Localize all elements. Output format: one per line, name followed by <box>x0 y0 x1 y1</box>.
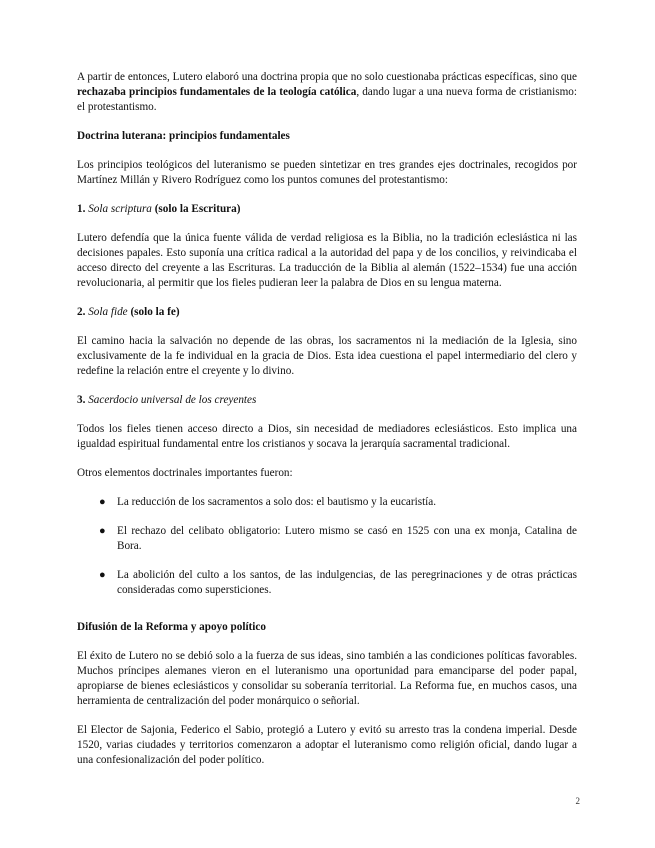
principle-2-paragraph: El camino hacia la salvación no depende de las obras, los sacramentos ni la mediación de la Iglesia, sino exclusivamente de la fe individual en la gracia de Dios. Esta idea cuestiona el papel intermediario del clero y redefine la relación entre el creyente y lo divino. <box>77 335 577 377</box>
list-item <box>77 524 577 554</box>
list-item-text: La abolición del culto a los santos, de las indulgencias, de las peregrinaciones y de otras prácticas consideradas como supersticiones. <box>117 569 577 596</box>
intro-bold-text: rechazaba principios fundamentales de la teología católica <box>77 86 357 98</box>
page-number: 2 <box>575 796 580 806</box>
principle-3-term: Sacerdocio universal de los creyentes <box>88 394 257 406</box>
otros-paragraph: Otros elementos doctrinales importantes fueron: <box>77 467 293 479</box>
difusion-heading: Difusión de la Reforma y apoyo político <box>77 621 266 633</box>
principle-2-label: (solo la fe) <box>130 306 180 318</box>
principle-2-heading <box>77 305 577 320</box>
doctrina-intro-paragraph: Los principios teológicos del luteranismo se pueden sintetizar en tres grandes ejes doctrinales, recogidos por Martínez Millán y Rivero Rodríguez como los puntos comunes del protestantismo: <box>77 159 577 186</box>
doctrinal-elements-list <box>77 495 577 598</box>
principle-3-paragraph: Todos los fieles tienen acceso directo a Dios, sin necesidad de mediadores eclesiásticos. Esto implica una igualdad espiritual fundamental entre los cristianos y socava la jerarquía sacramental tradicional. <box>77 423 577 450</box>
list-item <box>77 495 577 510</box>
principle-3-number: 3. <box>77 394 86 406</box>
principle-1-heading <box>77 202 577 217</box>
doctrina-heading: Doctrina luterana: principios fundamentales <box>77 130 290 142</box>
principle-1-label: (solo la Escritura) <box>154 203 241 215</box>
document-page <box>77 70 577 782</box>
principle-2-term: Sola fide <box>88 306 128 318</box>
principle-3-heading <box>77 393 577 408</box>
principle-1-number: 1. <box>77 203 86 215</box>
list-item-text: La reducción de los sacramentos a solo dos: el bautismo y la eucaristía. <box>117 496 437 508</box>
bullet-icon: ● <box>99 496 106 508</box>
difusion-paragraph-2: El Elector de Sajonia, Federico el Sabio, protegió a Lutero y evitó su arresto tras la condena imperial. Desde 1520, varias ciudades y territorios comenzaron a adoptar el luteranismo como religión oficial, dando lugar a una confesionalización del poder político. <box>77 724 577 766</box>
principle-1-term: Sola scriptura <box>88 203 152 215</box>
principle-1-paragraph: Lutero defendía que la única fuente válida de verdad religiosa es la Biblia, no la tradición eclesiástica ni las decisiones papales. Esto suponía una crítica radical a la autoridad del papa y de los concilios, y reivindicaba el acceso directo del creyente a las Escrituras. La traducción de la Biblia al alemán (1522–1534) fue una acción revolucionaria, al permitir que los fieles pudieran leer la palabra de Dios en su lengua materna. <box>77 232 577 289</box>
section-spacer <box>77 612 577 620</box>
bullet-icon: ● <box>99 569 106 581</box>
difusion-paragraph-1: El éxito de Lutero no se debió solo a la fuerza de sus ideas, sino también a las condiciones políticas favorables. Muchos príncipes alemanes vieron en el luteranismo una oportunidad para emanciparse del poder papal, apropiarse de bienes eclesiásticos y consolidar su soberanía territorial. La Reforma fue, en muchos casos, una herramienta de centralización del poder monárquico o señorial. <box>77 650 577 707</box>
list-item-text: El rechazo del celibato obligatorio: Lutero mismo se casó en 1525 con una ex monja, Catalina de Bora. <box>117 525 577 552</box>
bullet-icon: ● <box>99 525 106 537</box>
intro-text-a: A partir de entonces, Lutero elaboró una doctrina propia que no solo cuestionaba prácticas específicas, sino que <box>77 71 577 83</box>
intro-paragraph <box>77 70 577 115</box>
principle-2-number: 2. <box>77 306 86 318</box>
intro-text-b: , dando lugar a una nueva forma de cristianismo: el protestantismo. <box>77 86 577 113</box>
list-item <box>77 568 577 598</box>
